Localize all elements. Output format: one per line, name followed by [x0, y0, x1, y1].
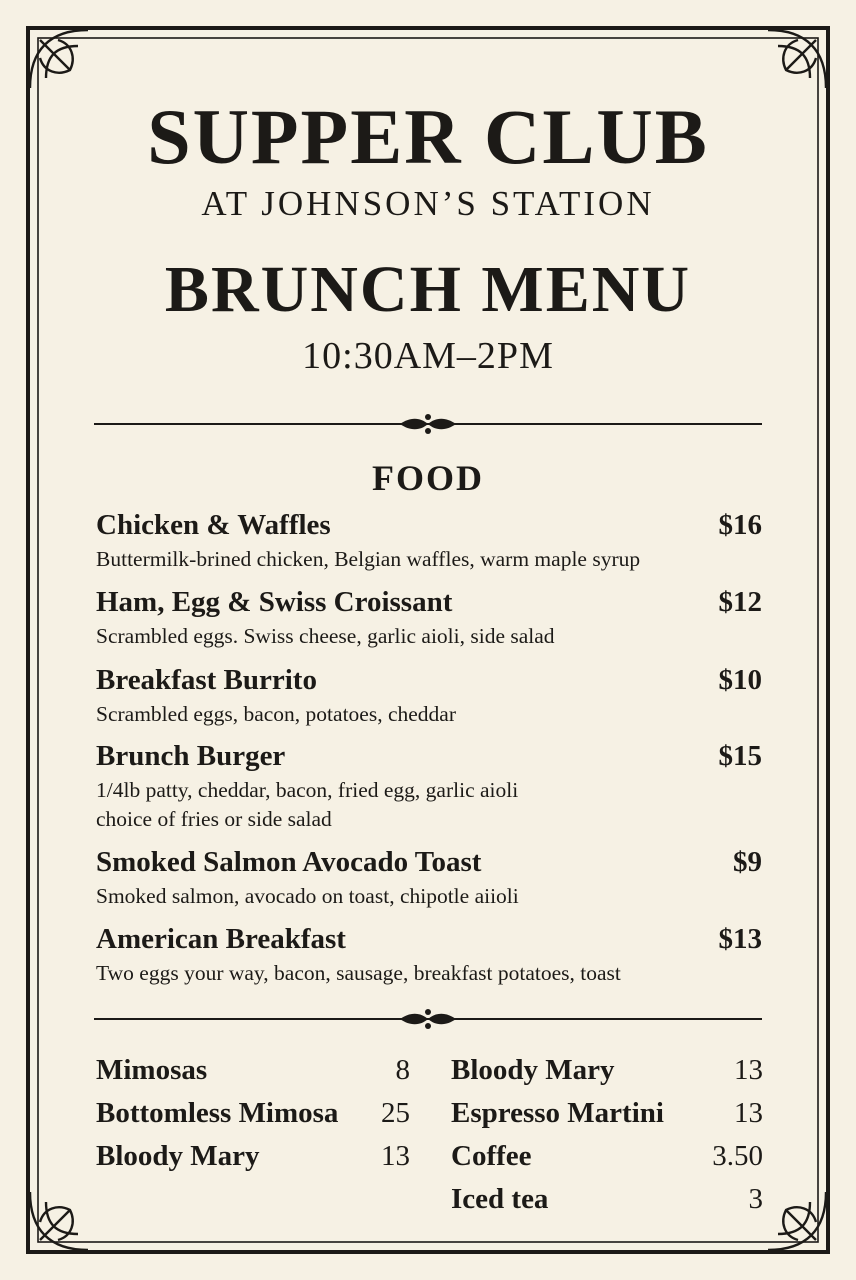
drink-price: 13 [734, 1054, 763, 1086]
drink-name: Espresso Martini [451, 1097, 664, 1129]
item-price: $15 [718, 740, 762, 772]
item-name: American Breakfast [96, 923, 346, 955]
item-name: Smoked Salmon Avocado Toast [96, 846, 482, 878]
item-name: Brunch Burger [96, 740, 286, 772]
item-name: Chicken & Waffles [96, 509, 331, 541]
drink-name: Bottomless Mimosa [96, 1097, 339, 1129]
drink-name: Coffee [451, 1140, 532, 1172]
drink-price: 25 [381, 1097, 410, 1129]
drink-name: Bloody Mary [451, 1054, 615, 1086]
item-description: Scrambled eggs. Swiss cheese, garlic aioli, side salad [96, 624, 555, 648]
restaurant-location: AT JOHNSON’S STATION [201, 184, 655, 223]
item-price: $12 [718, 586, 762, 618]
drink-price: 3.50 [712, 1140, 763, 1172]
item-description: Buttermilk-brined chicken, Belgian waffles, warm maple syrup [96, 547, 641, 571]
drink-price: 13 [381, 1140, 410, 1172]
drink-item [96, 1052, 410, 1095]
drink-item [96, 1095, 410, 1138]
item-name: Breakfast Burrito [96, 664, 317, 696]
item-description: Scrambled eggs, bacon, potatoes, cheddar [96, 702, 456, 726]
drink-name: Bloody Mary [96, 1140, 260, 1172]
menu-title: BRUNCH MENU [164, 253, 692, 326]
item-description: Two eggs your way, bacon, sausage, breakfast potatoes, toast [96, 961, 621, 985]
drink-name: Iced tea [451, 1183, 549, 1215]
food-section-heading: FOOD [372, 458, 484, 498]
restaurant-name: SUPPER CLUB [147, 93, 709, 180]
item-price: $10 [718, 664, 762, 696]
drink-item [451, 1095, 763, 1138]
drink-name: Mimosas [96, 1054, 208, 1086]
menu-hours: 10:30AM–2PM [302, 335, 554, 377]
drink-price: 13 [734, 1097, 763, 1129]
drink-price: 3 [748, 1183, 763, 1215]
item-price: $16 [718, 509, 762, 541]
item-description: Smoked salmon, avocado on toast, chipotle aiioli [96, 884, 519, 908]
ornamental-divider-top [94, 412, 762, 436]
drink-item [451, 1052, 763, 1095]
item-price: $13 [718, 923, 762, 955]
drink-item [451, 1181, 763, 1224]
drinks-list-right [451, 1052, 763, 1224]
ornamental-divider-bottom [94, 1007, 762, 1031]
drink-price: 8 [395, 1054, 410, 1086]
drink-item [96, 1138, 410, 1181]
item-name: Ham, Egg & Swiss Croissant [96, 586, 453, 618]
drinks-list-left [96, 1052, 410, 1181]
item-description: 1/4lb patty, cheddar, bacon, fried egg, garlic aioli [96, 778, 519, 802]
item-description-line2: choice of fries or side salad [96, 807, 332, 831]
item-price: $9 [733, 846, 762, 878]
drink-item [451, 1138, 763, 1181]
